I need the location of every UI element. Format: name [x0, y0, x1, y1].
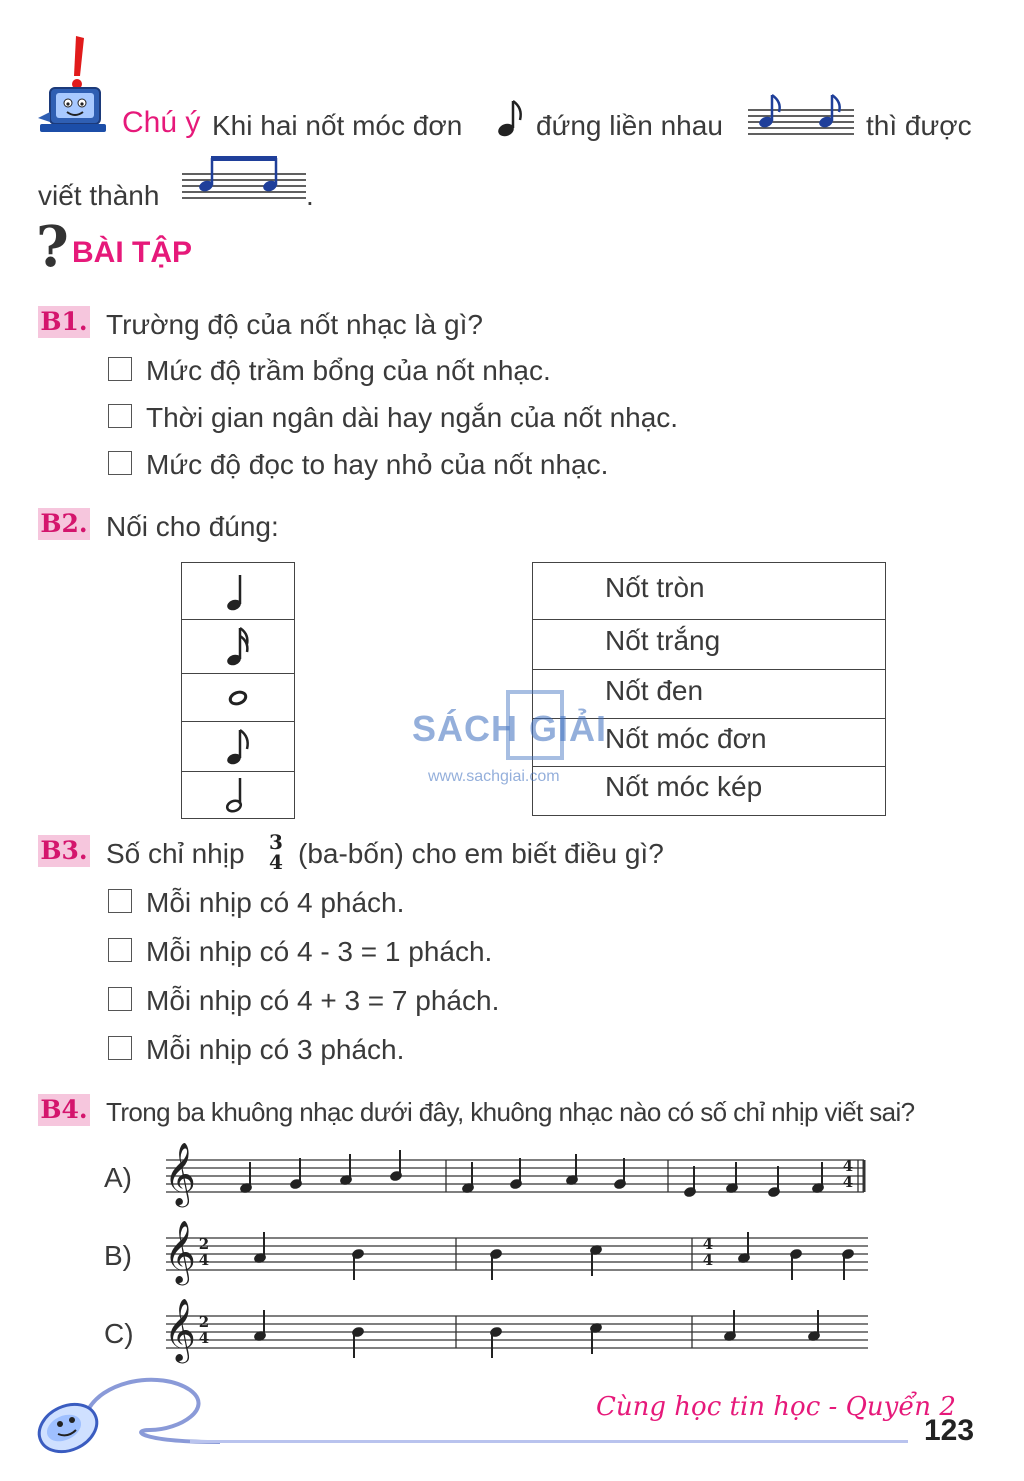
note-name-3: Nốt đen [605, 675, 704, 706]
stave-c-time-bottom: 4 [198, 1329, 210, 1347]
b1-option-1: Mức độ trầm bổng của nốt nhạc. [146, 355, 551, 386]
sixteenth-note-icon[interactable] [182, 619, 294, 674]
stave-b-time-signature-2 [700, 1236, 716, 1268]
time-signature-bottom: 4 [269, 850, 283, 874]
mouse-mascot-icon [30, 1370, 230, 1460]
b1-label: B1. [38, 306, 90, 338]
stave-a[interactable] [160, 1140, 870, 1210]
watermark-url: www.sachgiai.com [428, 768, 560, 785]
stave-b-time-top: 2 [198, 1235, 210, 1253]
eighth-note-icon [496, 98, 526, 138]
b3-option-1: Mỗi nhịp có 4 phách. [146, 887, 405, 918]
b2-question: Nối cho đúng: [106, 511, 279, 542]
stave-b[interactable] [160, 1218, 870, 1288]
stave-c-label: C) [104, 1318, 134, 1349]
note-text-2: đứng liền nhau [536, 110, 723, 141]
note-text-3: thì được [866, 110, 972, 141]
eighth-note-table-icon[interactable] [182, 721, 294, 772]
stave-b-time-bottom-2: 4 [702, 1251, 714, 1269]
b3-option-3: Mỗi nhịp có 4 + 3 = 7 phách. [146, 985, 500, 1016]
note-name-5: Nốt móc kép [605, 771, 763, 802]
beamed-eighth-notes-icon [182, 152, 306, 204]
quarter-note-icon[interactable] [182, 563, 294, 619]
exercise-title: BÀI TẬP [72, 236, 192, 269]
computer-mascot-icon [36, 32, 110, 136]
b3-label: B3. [38, 835, 90, 867]
b3-option-1-checkbox[interactable] [108, 889, 132, 913]
watermark-brand: SÁCH GIẢI [412, 708, 608, 749]
footer-title: Cùng học tin học - Quyển 2 [596, 1392, 956, 1422]
exercise-qmark-icon: ? [36, 214, 69, 280]
note-text-1: Khi hai nốt móc đơn [212, 110, 463, 141]
footer-line [190, 1440, 908, 1443]
stave-a-label: A) [104, 1162, 132, 1193]
stave-c-time-top: 2 [198, 1313, 210, 1331]
b1-question: Trường độ của nốt nhạc là gì? [106, 309, 483, 340]
b3-option-3-checkbox[interactable] [108, 987, 132, 1011]
stave-a-time-signature [840, 1158, 856, 1190]
time-signature-top: 3 [269, 830, 283, 854]
b4-question: Trong ba khuông nhạc dưới đây, khuông nhạc nào có số chỉ nhịp viết sai? [106, 1097, 915, 1127]
half-note-icon[interactable] [182, 771, 294, 819]
b1-option-3: Mức độ đọc to hay nhỏ của nốt nhạc. [146, 449, 609, 480]
note-symbol-table [181, 562, 295, 819]
note-name-table [532, 562, 886, 816]
time-signature-3-4 [264, 832, 288, 876]
page-number: 123 [924, 1414, 975, 1447]
b3-option-2: Mỗi nhịp có 4 - 3 = 1 phách. [146, 936, 493, 967]
note-name-row[interactable] [533, 619, 885, 670]
b2-label: B2. [38, 508, 90, 540]
note-name-row[interactable] [533, 563, 885, 619]
note-prefix: Chú ý [122, 106, 201, 139]
b4-label: B4. [38, 1094, 90, 1126]
stave-a-time-bottom: 4 [842, 1173, 854, 1191]
note-name-1: Nốt tròn [605, 572, 705, 603]
stave-b-label: B) [104, 1240, 132, 1271]
b3-option-4: Mỗi nhịp có 3 phách. [146, 1034, 405, 1065]
stave-b-time-top-2: 4 [702, 1235, 714, 1253]
note-name-2: Nốt trắng [605, 625, 721, 656]
treble-clef-icon: 𝄞 [164, 1298, 196, 1361]
b3-option-2-checkbox[interactable] [108, 938, 132, 962]
b3-option-4-checkbox[interactable] [108, 1036, 132, 1060]
note-text-4: viết thành [38, 180, 160, 211]
note-name-4: Nốt móc đơn [605, 723, 767, 754]
treble-clef-icon: 𝄞 [164, 1142, 196, 1205]
b1-option-1-checkbox[interactable] [108, 357, 132, 381]
b1-option-3-checkbox[interactable] [108, 451, 132, 475]
note-name-row[interactable] [533, 766, 885, 816]
note-period: . [306, 180, 314, 211]
stave-c[interactable] [160, 1296, 870, 1366]
b3-question-b: (ba-bốn) cho em biết điều gì? [298, 838, 664, 869]
stave-c-time-signature [196, 1314, 212, 1346]
stave-a-time-top: 4 [842, 1157, 854, 1175]
treble-clef-icon: 𝄞 [164, 1220, 196, 1283]
two-separate-eighth-notes-icon [748, 92, 854, 138]
stave-b-time-bottom: 4 [198, 1251, 210, 1269]
stave-b-time-signature [196, 1236, 212, 1268]
b3-question-a: Số chỉ nhịp [106, 838, 245, 869]
b1-option-2-checkbox[interactable] [108, 404, 132, 428]
b1-option-2: Thời gian ngân dài hay ngắn của nốt nhạc. [146, 402, 679, 433]
whole-note-icon[interactable] [182, 673, 294, 722]
